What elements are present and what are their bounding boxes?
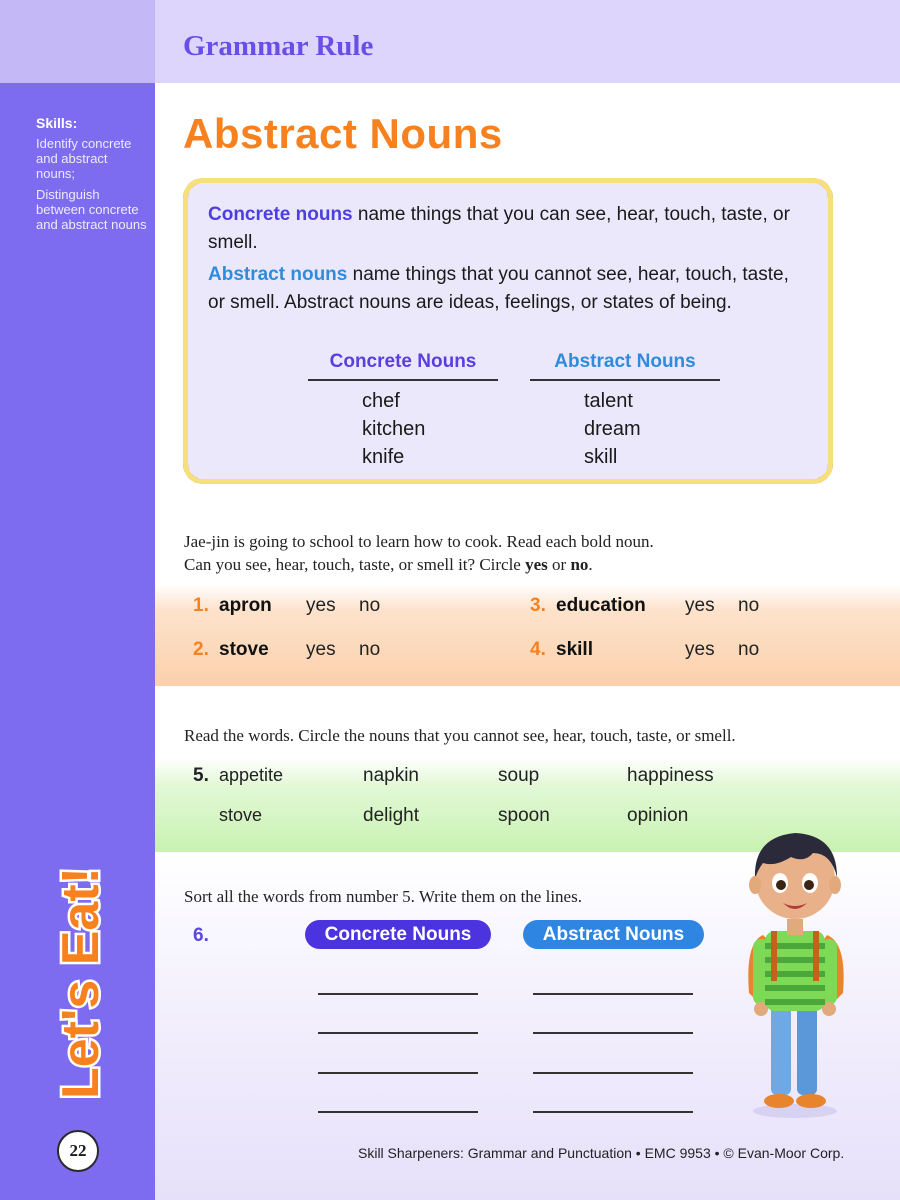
answer-line[interactable] [533,1111,693,1113]
word-option[interactable]: napkin [363,765,419,786]
example-word: chef [362,390,400,412]
page-title: Abstract Nouns [183,110,503,157]
rule-box [183,178,833,484]
page-number: 22 [57,1130,99,1172]
abstract-term: Abstract nouns [208,264,348,285]
section2-instruction: Read the words. Circle the nouns that you cannot see, hear, touch, taste, or smell. [184,726,736,745]
example-word: dream [584,418,641,440]
word-option[interactable]: happiness [627,765,714,786]
concrete-heading: Concrete Nouns [308,351,498,381]
concrete-definition [208,201,808,257]
section1-instruction [184,530,654,576]
concrete-examples [308,351,498,471]
skill-item: Identify concrete and abstract nouns; [36,136,132,181]
answer-line[interactable] [533,1072,693,1074]
answer-line[interactable] [318,1111,478,1113]
unit-title-text: Let's Eat! [52,867,110,1099]
item-number-5: 5. [193,765,209,786]
bold-noun: apron [219,595,272,616]
no-option[interactable]: no [738,639,760,660]
instruction-line: Jae-jin is going to school to learn how to cook. Read each bold noun. [184,532,654,551]
word-option[interactable]: appetite [219,765,284,785]
abstract-heading: Abstract Nouns [530,351,720,381]
example-word: skill [584,446,618,468]
section3-instruction: Sort all the words from number 5. Write them on the lines. [184,887,582,906]
concrete-term: Concrete nouns [208,204,353,225]
header-title: Grammar Rule [183,30,374,62]
exercise-item-3: 3. education [530,595,646,616]
example-word: knife [362,446,405,468]
yes-option[interactable]: yes [685,639,715,660]
boy-illustration [735,823,865,1123]
answer-line[interactable] [318,1032,478,1034]
skills-title: Skills: [36,115,78,131]
example-word: talent [584,390,633,412]
bold-noun: education [556,595,646,616]
answer-line[interactable] [533,1032,693,1034]
example-word: kitchen [362,418,426,440]
word-option[interactable]: stove [219,805,263,825]
yes-option[interactable]: yes [306,639,336,660]
yes-option[interactable]: yes [685,595,715,616]
abstract-def-text: name things that you cannot see, hear, touch, taste, or smell. Abstract nouns are ideas, feelings, or states of being. [208,264,789,313]
unit-title [42,823,114,1101]
exercise-item-2: 2. stove [193,639,269,660]
abstract-definition [208,261,808,317]
item-number-6: 6. [193,925,209,946]
no-option[interactable]: no [359,639,381,660]
concrete-nouns-label: Concrete Nouns [305,920,491,949]
answer-line[interactable] [318,993,478,995]
no-option[interactable]: no [359,595,381,616]
word-option[interactable]: soup [498,765,540,786]
skill-item: Distinguish between concrete and abstract nouns [36,187,147,232]
abstract-nouns-label: Abstract Nouns [523,920,704,949]
exercise-item-4: 4. skill [530,639,593,660]
yes-option[interactable]: yes [306,595,336,616]
instruction-line: Can you see, hear, touch, taste, or smell it? Circle yes or no. [184,555,593,574]
skills-panel [36,116,148,238]
exercise-item-1: 1. apron [193,595,272,616]
word-option[interactable]: opinion [627,805,689,826]
bold-noun: skill [556,639,593,660]
answer-line[interactable] [318,1072,478,1074]
footer-credit: Skill Sharpeners: Grammar and Punctuation • EMC 9953 • © Evan-Moor Corp. [358,1145,845,1161]
bold-noun: stove [219,639,269,660]
sidebar-top-block [0,0,155,83]
abstract-examples [530,351,720,471]
answer-line[interactable] [533,993,693,995]
rule-text [208,201,808,321]
word-option[interactable]: delight [363,805,419,826]
concrete-def-text: name things that you can see, hear, touch, taste, or smell. [208,204,790,253]
no-option[interactable]: no [738,595,760,616]
word-option[interactable]: spoon [498,805,550,826]
